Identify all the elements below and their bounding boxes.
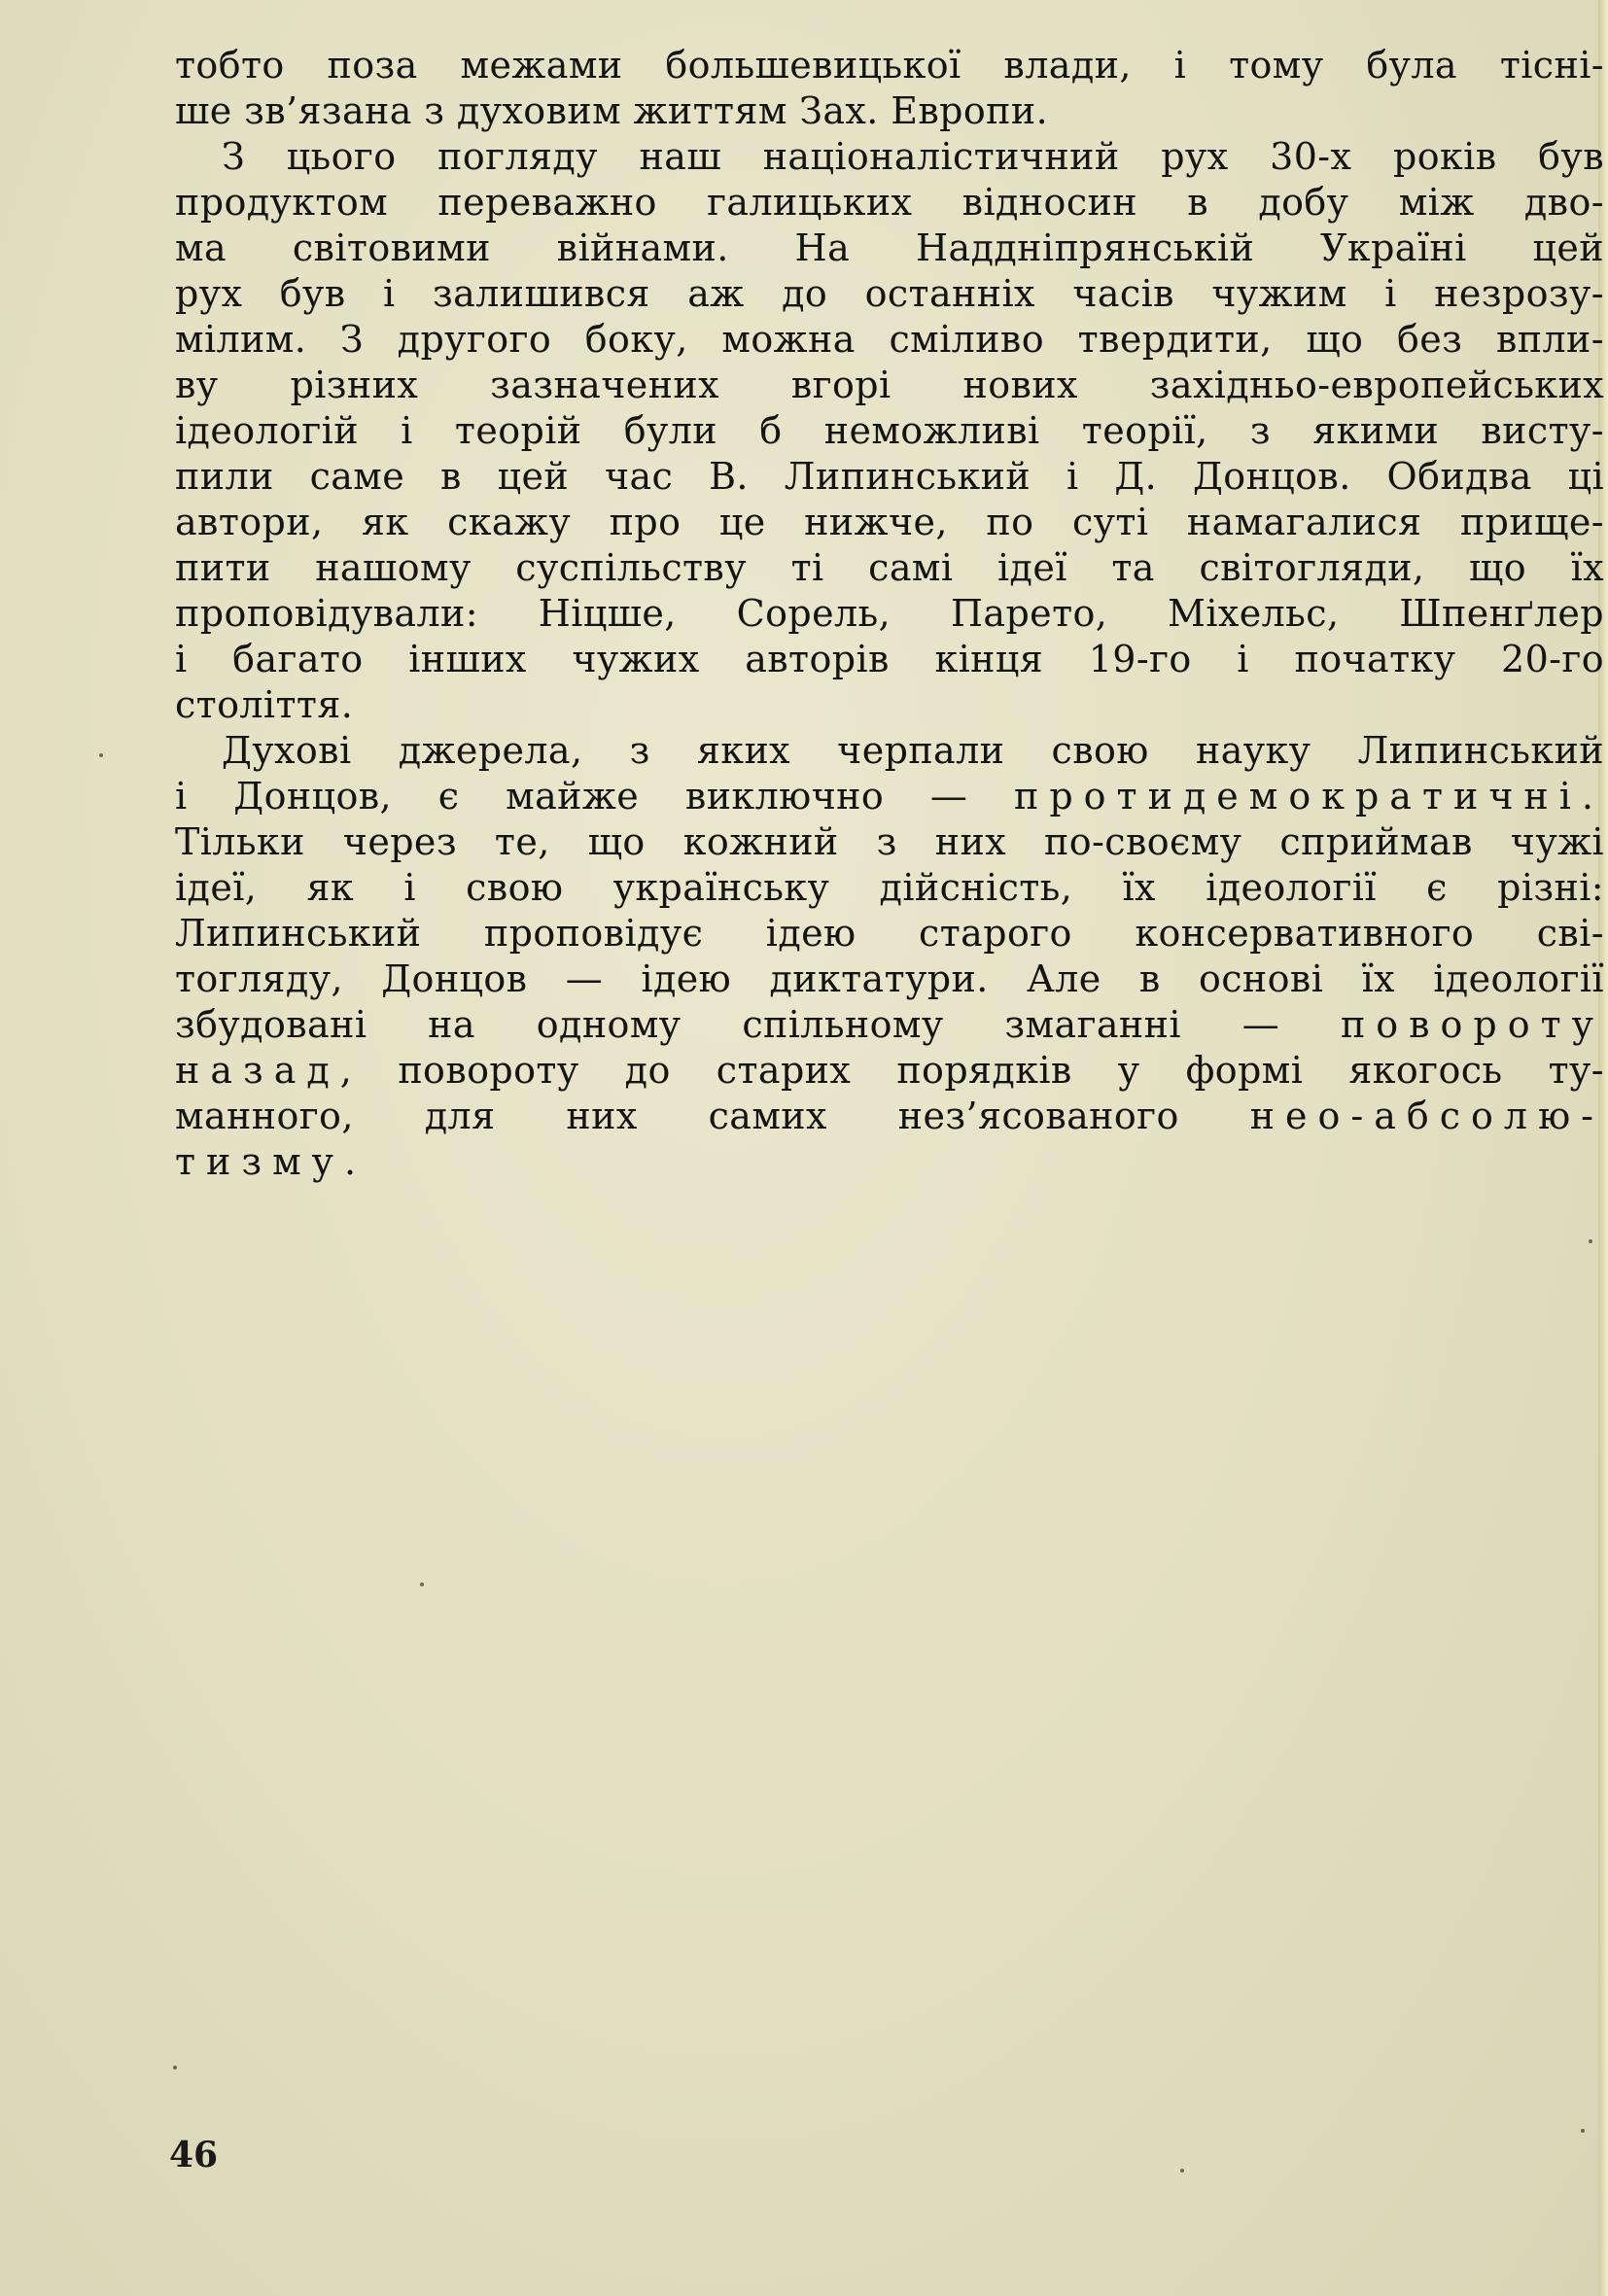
text-line: мілим. З другого боку, можна сміливо твердити, що без впли- xyxy=(175,318,1604,361)
emphasis-spaced: тизму. xyxy=(175,1140,367,1183)
paper-speck xyxy=(1581,2129,1585,2133)
emphasis-spaced: нео-абсолю- xyxy=(1249,1095,1604,1137)
paper-speck xyxy=(1589,1239,1592,1243)
text-line: тобто поза межами большевицької влади, і тому була тісні- xyxy=(175,44,1604,87)
text-line: рух був і залишився аж до останніх часів чужим і незрозу- xyxy=(175,272,1604,315)
text-segment: збудовані на одному спільному змаганні — xyxy=(175,1003,1341,1046)
text-line: З цього погляду наш націоналістичний рух 30-х років був xyxy=(222,135,1604,178)
emphasis-spaced: протидемократичні. xyxy=(1014,775,1604,818)
text-line: автори, як скажу про це нижче, по суті намагалися прище- xyxy=(175,501,1604,543)
emphasis-spaced: назад xyxy=(175,1049,340,1092)
text-line: Тільки через те, що кожний з них по-своєму сприймав чужі xyxy=(175,820,1604,863)
text-line: Липинський проповідує ідею старого консервативного сві- xyxy=(175,912,1604,955)
text-line: і багато інших чужих авторів кінця 19-го і початку 20-го xyxy=(175,638,1604,680)
text-line xyxy=(175,1048,1604,1094)
text-segment: , повороту до старих порядків у формі якогось ту- xyxy=(339,1049,1604,1092)
paper-speck xyxy=(173,2066,177,2070)
text-line: ше зв’язана з духовим життям Зах. Европи. xyxy=(175,89,1049,132)
body-text xyxy=(175,43,1604,1185)
text-line: ву різних зазначених вгорі нових західньо-европейських xyxy=(175,364,1604,406)
text-segment: манного, для них самих нез’ясованого xyxy=(175,1095,1250,1137)
text-line: тогляду, Донцов — ідею диктатури. Але в основі їх ідеології xyxy=(175,957,1604,1000)
text-line: проповідували: Ніцше, Сорель, Парето, Міхельс, Шпенґлер xyxy=(175,592,1604,635)
text-line: ідеї, як і свою українську дійсність, їх ідеології є різні: xyxy=(175,866,1604,909)
text-line: пити нашому суспільству ті самі ідеї та світогляди, що їх xyxy=(175,546,1604,589)
text-line xyxy=(175,1094,1604,1139)
text-line: продуктом переважно галицьких відносин в добу між дво- xyxy=(175,181,1604,224)
text-line: ідеологій і теорій були б неможливі теорії, з якими висту- xyxy=(175,409,1604,452)
text-line xyxy=(175,774,1604,819)
text-line: ма світовими війнами. На Наддніпрянській Україні цей xyxy=(175,226,1604,269)
text-line xyxy=(175,1002,1604,1048)
paper-speck xyxy=(1180,2169,1184,2173)
text-line: пили саме в цей час В. Липинський і Д. Донцов. Обидва ці xyxy=(175,455,1604,498)
paper-speck xyxy=(99,753,103,757)
text-line: Духові джерела, з яких черпали свою науку Липинський xyxy=(222,729,1604,772)
text-segment: і Донцов, є майже виключно — xyxy=(175,775,1015,818)
emphasis-spaced: повороту xyxy=(1340,1003,1604,1046)
text-line: століття. xyxy=(175,683,354,726)
text-line xyxy=(175,1139,1604,1185)
paper-speck xyxy=(420,1583,424,1586)
page-number: 46 xyxy=(169,2135,219,2175)
